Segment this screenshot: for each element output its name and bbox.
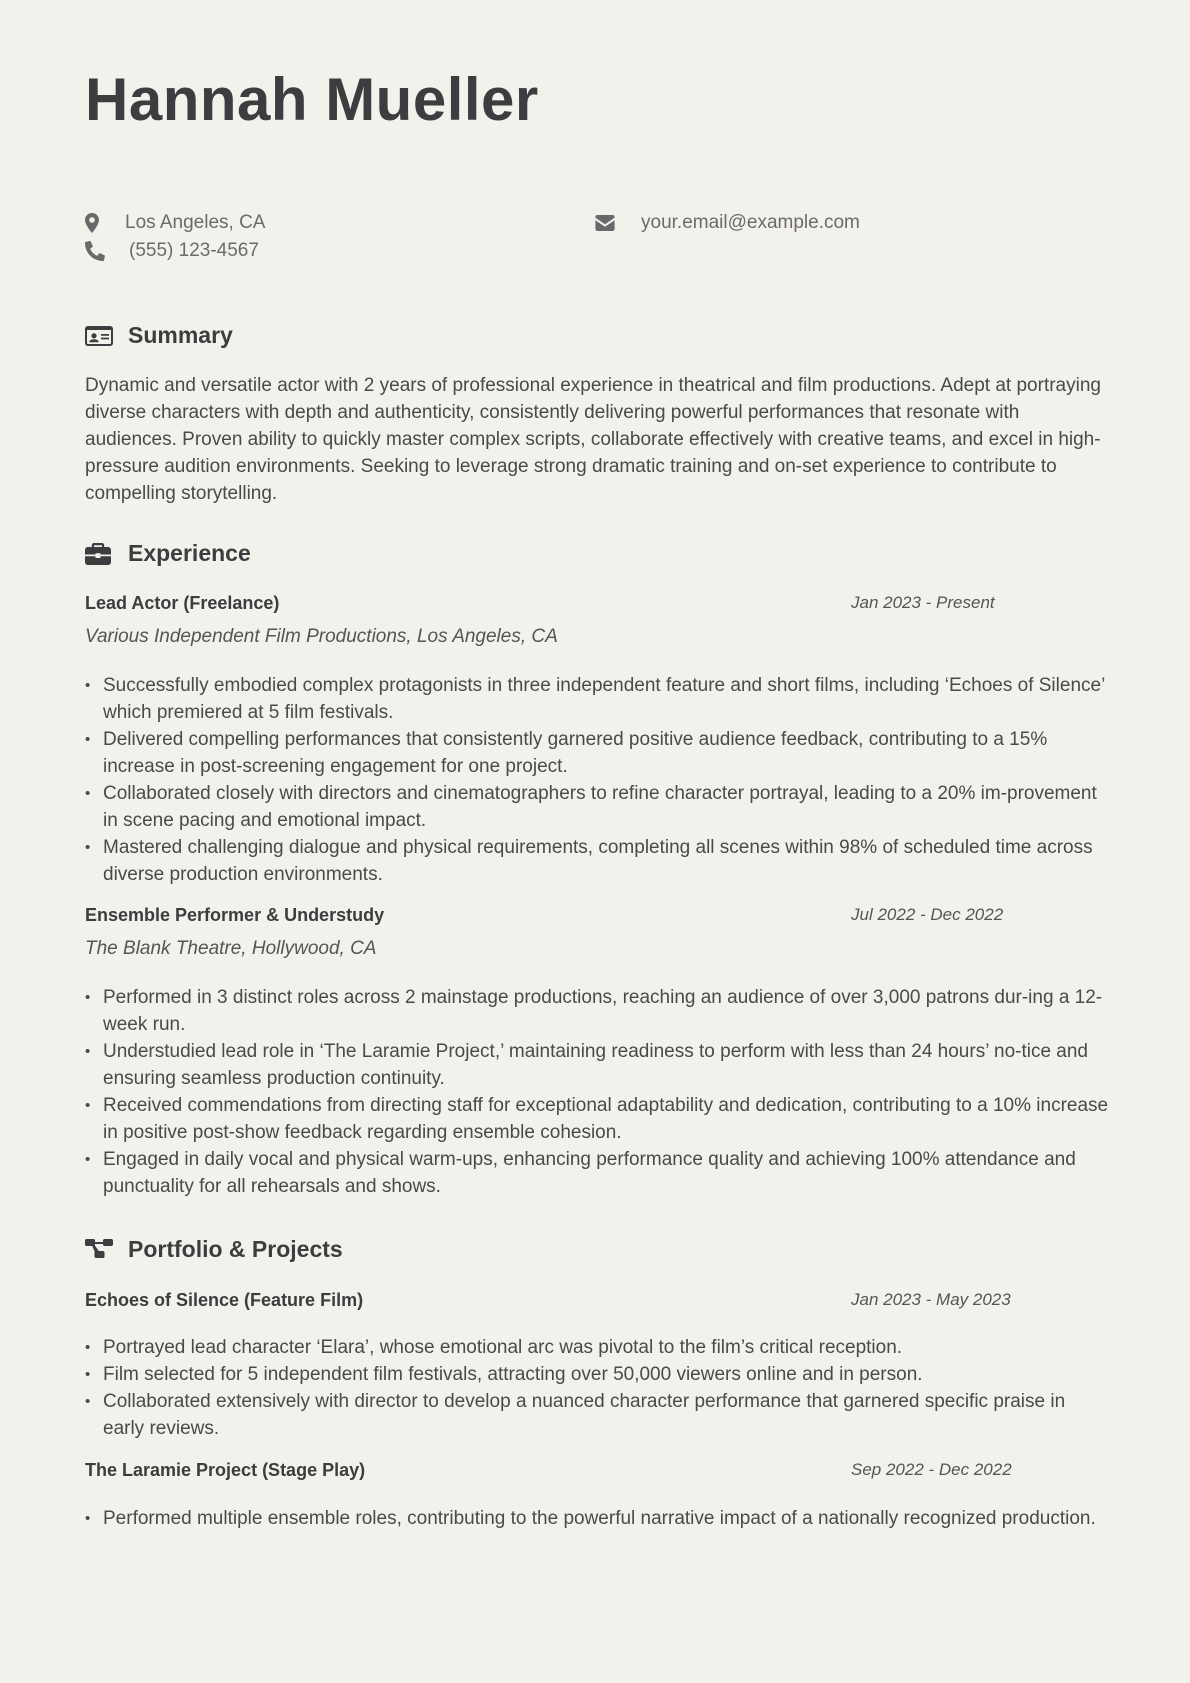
list-item: • Mastered challenging dialogue and physical requirements, completing all scenes within 98% of scheduled time across diverse production environments.: [85, 834, 1110, 888]
project-bullets: [85, 1505, 1110, 1532]
summary-title: Summary: [128, 322, 233, 348]
list-item: • Understudied lead role in ‘The Laramie Project,’ maintaining readiness to perform with less than 24 hours’ no-tice and ensuring seamless production continuity.: [85, 1038, 1110, 1092]
experience-role: Lead Actor (Freelance): [85, 593, 280, 613]
email-link[interactable]: your.email@example.com: [641, 212, 860, 233]
map-marker-icon: [85, 212, 107, 234]
summary-section-header: [85, 322, 233, 349]
contact-location: [85, 212, 265, 234]
list-item: • Successfully embodied complex protagonists in three independent feature and short films, including ‘Echoes of Silence’ which premiered at 5 film festivals.: [85, 672, 1110, 726]
list-item: • Engaged in daily vocal and physical warm-ups, enhancing performance quality and achieving 100% attendance and punctuality for all rehearsals and shows.: [85, 1146, 1110, 1200]
project-dates: Jan 2023 - May 2023: [851, 1290, 1011, 1309]
summary-text: Dynamic and versatile actor with 2 years of professional experience in theatrical and film productions. Adept at portraying diverse characters with depth and authenticity, consistently delivering powerful performances that resonate with audiences. Proven ability to quickly master complex scripts, collaborate effectively with creative teams, and excel in high-pressure audition environments. Seeking to leverage strong dramatic training and on-set experience to contribute to compelling storytelling.: [85, 375, 1101, 504]
experience-org: The Blank Theatre, Hollywood, CA: [85, 938, 377, 959]
envelope-icon: [595, 212, 617, 234]
experience-org: Various Independent Film Productions, Los Angeles, CA: [85, 626, 558, 647]
list-item: • Received commendations from directing staff for exceptional adaptability and dedication, contributing to a 10% increase in positive post-show feedback regarding ensemble cohesion.: [85, 1092, 1110, 1146]
list-item: • Film selected for 5 independent film festivals, attracting over 50,000 viewers online and in person.: [85, 1361, 1110, 1388]
project-bullets: [85, 1334, 1110, 1442]
experience-section-header: [85, 540, 251, 567]
projects-title: Portfolio & Projects: [128, 1236, 343, 1262]
experience-dates: Jan 2023 - Present: [851, 593, 995, 612]
list-item: • Collaborated closely with directors and cinematographers to refine character portrayal, leading to a 20% im-provement in scene pacing and emotional impact.: [85, 780, 1110, 834]
experience-bullets: [85, 984, 1110, 1200]
experience-title: Experience: [128, 540, 251, 566]
project-dates: Sep 2022 - Dec 2022: [851, 1460, 1012, 1479]
list-item: • Performed multiple ensemble roles, contributing to the powerful narrative impact of a nationally recognized production.: [85, 1505, 1110, 1532]
phone-text: (555) 123-4567: [129, 240, 259, 261]
list-item: • Portrayed lead character ‘Elara’, whose emotional arc was pivotal to the film’s critical reception.: [85, 1334, 1110, 1361]
contact-phone: [85, 240, 259, 262]
project-name: Echoes of Silence (Feature Film): [85, 1290, 364, 1310]
list-item: • Delivered compelling performances that consistently garnered positive audience feedback, contributing to a 15% increase in post-screening engagement for one project.: [85, 726, 1110, 780]
experience-bullets: [85, 672, 1110, 888]
candidate-name: Hannah Mueller: [85, 66, 539, 133]
briefcase-icon: [85, 542, 113, 566]
experience-role: Ensemble Performer & Understudy: [85, 905, 385, 925]
list-item: • Collaborated extensively with director to develop a nuanced character performance that garnered specific praise in early reviews.: [85, 1388, 1110, 1442]
id-card-icon: [85, 324, 113, 348]
location-text: Los Angeles, CA: [125, 212, 266, 233]
list-item: • Performed in 3 distinct roles across 2 mainstage productions, reaching an audience of over 3,000 patrons dur-ing a 12-week run.: [85, 984, 1110, 1038]
project-diagram-icon: [85, 1238, 113, 1262]
contact-email: [595, 212, 860, 234]
project-name: The Laramie Project (Stage Play): [85, 1460, 366, 1480]
phone-icon: [85, 240, 107, 262]
experience-dates: Jul 2022 - Dec 2022: [851, 905, 1004, 924]
projects-section-header: [85, 1236, 343, 1263]
